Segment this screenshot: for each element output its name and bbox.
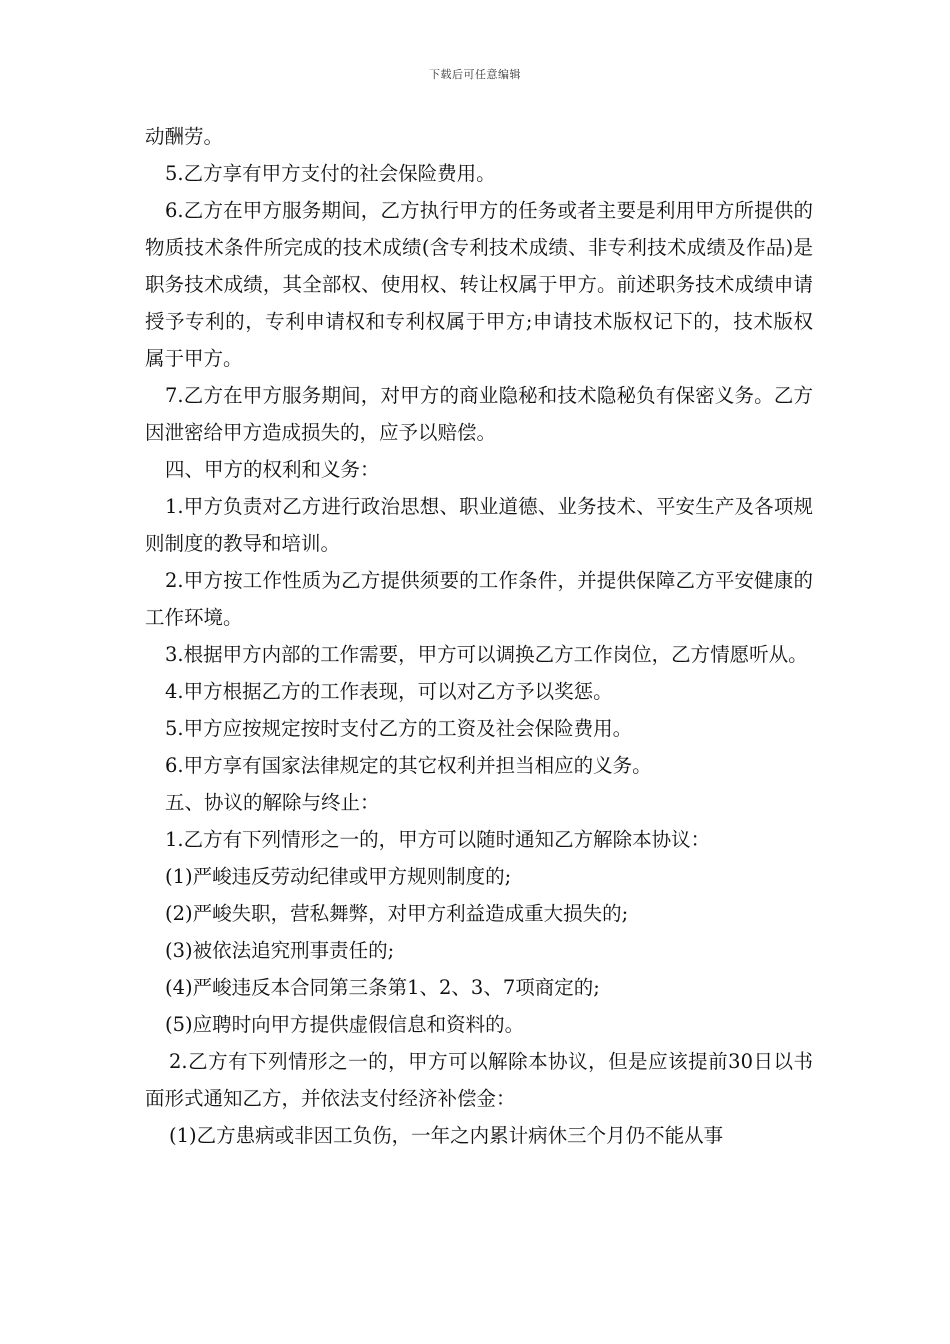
paragraph: 7.乙方在甲方服务期间，对甲方的商业隐秘和技术隐秘负有保密义务。乙方因泄密给甲方造成损失的，应予以赔偿。: [145, 384, 813, 444]
paragraph: 1.乙方有下列情形之一的，甲方可以随时通知乙方解除本协议：: [165, 828, 711, 851]
paragraph: 2.乙方有下列情形之一的，甲方可以解除本协议，但是应该提前30日以书面形式通知乙方，并依法支付经济补偿金：: [145, 1050, 813, 1110]
list-item: (2)严峻失职，营私舞弊，对甲方利益造成重大损失的;: [165, 902, 629, 925]
section-heading: 五、协议的解除与终止：: [165, 791, 380, 814]
list-item: (4)严峻违反本合同第三条第1、2、3、7项商定的;: [165, 976, 600, 999]
paragraph: 3.根据甲方内部的工作需要，甲方可以调换乙方工作岗位，乙方情愿听从。: [165, 643, 808, 666]
paragraph: 1.甲方负责对乙方进行政治思想、职业道德、业务技术、平安生产及各项规则制度的教导和培训。: [145, 495, 813, 555]
paragraph: 2.甲方按工作性质为乙方提供须要的工作条件，并提供保障乙方平安健康的工作环境。: [145, 569, 813, 629]
paragraph: 6.乙方在甲方服务期间，乙方执行甲方的任务或者主要是利用甲方所提供的物质技术条件所完成的技术成绩(含专利技术成绩、非专利技术成绩及作品)是职务技术成绩，其全部权、使用权、转让权属于甲方。前述职务技术成绩申请授予专利的，专利申请权和专利权属于甲方;申请技术版权记下的，技术版权属于甲方。: [145, 199, 813, 370]
list-item: (3)被依法追究刑事责任的;: [165, 939, 395, 962]
document-body: [145, 118, 813, 1154]
list-item: (1)严峻违反劳动纪律或甲方规则制度的;: [165, 865, 512, 888]
paragraph: 5.甲方应按规定按时支付乙方的工资及社会保险费用。: [165, 717, 633, 740]
page-header: 下载后可任意编辑: [429, 68, 521, 81]
list-item: (1)乙方患病或非因工负伤，一年之内累计病休三个月仍不能从事: [169, 1124, 724, 1147]
paragraph: 4.甲方根据乙方的工作表现，可以对乙方予以奖惩。: [165, 680, 613, 703]
list-item: (5)应聘时向甲方提供虚假信息和资料的。: [165, 1013, 525, 1036]
paragraph: 动酬劳。: [145, 125, 224, 148]
paragraph: 5.乙方享有甲方支付的社会保险费用。: [165, 162, 496, 185]
section-heading: 四、甲方的权利和义务：: [165, 458, 380, 481]
paragraph: 6.甲方享有国家法律规定的其它权利并担当相应的义务。: [165, 754, 652, 777]
